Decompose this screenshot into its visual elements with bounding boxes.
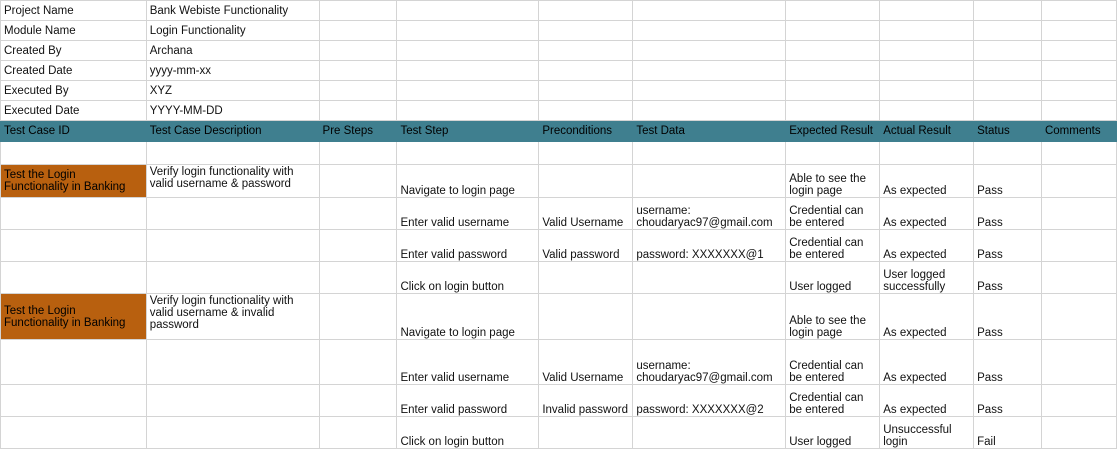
expected-result-cell[interactable]: Able to see the login page: [786, 294, 880, 340]
table-row: [1, 385, 1117, 417]
table-row: [1, 165, 1117, 198]
actual-result-cell[interactable]: As expected: [880, 385, 974, 417]
meta-row: [1, 21, 1117, 41]
meta-row: [1, 61, 1117, 81]
meta-label[interactable]: Executed By: [1, 81, 147, 101]
meta-label[interactable]: Executed Date: [1, 101, 147, 121]
table-row: [1, 340, 1117, 385]
status-cell[interactable]: Pass: [974, 294, 1042, 340]
meta-value[interactable]: Login Functionality: [146, 21, 319, 41]
table-row: [1, 262, 1117, 294]
header-test-case-id[interactable]: Test Case ID: [1, 121, 147, 142]
test-data-cell[interactable]: [633, 262, 786, 294]
test-step-cell[interactable]: Click on login button: [397, 262, 539, 294]
header-test-step[interactable]: Test Step: [397, 121, 539, 142]
meta-value[interactable]: XYZ: [146, 81, 319, 101]
precondition-cell[interactable]: Invalid password: [539, 385, 633, 417]
header-row: [1, 121, 1117, 142]
header-status[interactable]: Status: [974, 121, 1042, 142]
test-data-cell[interactable]: username: choudaryac97@gmail.com: [633, 340, 786, 385]
meta-value[interactable]: Archana: [146, 41, 319, 61]
header-comments[interactable]: Comments: [1041, 121, 1116, 142]
expected-result-cell[interactable]: Credential can be entered: [786, 198, 880, 230]
expected-result-cell[interactable]: Able to see the login page: [786, 165, 880, 198]
test-step-cell[interactable]: Navigate to login page: [397, 294, 539, 340]
test-data-cell[interactable]: password: XXXXXXX@1: [633, 230, 786, 262]
expected-result-cell[interactable]: User logged: [786, 262, 880, 294]
actual-result-cell[interactable]: As expected: [880, 230, 974, 262]
meta-label[interactable]: Project Name: [1, 1, 147, 21]
test-case-id-cell[interactable]: Test the Login Functionality in Banking: [1, 294, 147, 340]
precondition-cell[interactable]: [539, 294, 633, 340]
meta-value[interactable]: Bank Webiste Functionality: [146, 1, 319, 21]
meta-value[interactable]: yyyy-mm-xx: [146, 61, 319, 81]
test-step-cell[interactable]: Enter valid username: [397, 340, 539, 385]
empty-row: [1, 142, 1117, 165]
test-data-cell[interactable]: [633, 165, 786, 198]
header-preconditions[interactable]: Preconditions: [539, 121, 633, 142]
precondition-cell[interactable]: Valid password: [539, 230, 633, 262]
actual-result-cell[interactable]: As expected: [880, 340, 974, 385]
actual-result-cell[interactable]: As expected: [880, 294, 974, 340]
test-step-cell[interactable]: Enter valid username: [397, 198, 539, 230]
meta-label[interactable]: Created By: [1, 41, 147, 61]
meta-row: [1, 1, 1117, 21]
header-expected-result[interactable]: Expected Result: [786, 121, 880, 142]
header-pre-steps[interactable]: Pre Steps: [319, 121, 397, 142]
status-cell[interactable]: Pass: [974, 385, 1042, 417]
test-data-cell[interactable]: [633, 417, 786, 449]
actual-result-cell[interactable]: As expected: [880, 198, 974, 230]
test-data-cell[interactable]: [633, 294, 786, 340]
status-cell[interactable]: Pass: [974, 165, 1042, 198]
status-cell[interactable]: Pass: [974, 340, 1042, 385]
expected-result-cell[interactable]: Credential can be entered: [786, 340, 880, 385]
status-cell[interactable]: Pass: [974, 198, 1042, 230]
test-data-cell[interactable]: password: XXXXXXX@2: [633, 385, 786, 417]
header-test-case-description[interactable]: Test Case Description: [146, 121, 319, 142]
expected-result-cell[interactable]: Credential can be entered: [786, 230, 880, 262]
header-test-data[interactable]: Test Data: [633, 121, 786, 142]
actual-result-cell[interactable]: Unsuccessful login: [880, 417, 974, 449]
precondition-cell[interactable]: [539, 165, 633, 198]
precondition-cell[interactable]: [539, 262, 633, 294]
meta-row: [1, 41, 1117, 61]
actual-result-cell[interactable]: User logged successfully: [880, 262, 974, 294]
header-actual-result[interactable]: Actual Result: [880, 121, 974, 142]
table-row: [1, 294, 1117, 340]
test-step-cell[interactable]: Navigate to login page: [397, 165, 539, 198]
status-cell[interactable]: Pass: [974, 230, 1042, 262]
test-case-description-cell[interactable]: Verify login functionality with valid username & invalid password: [146, 294, 319, 340]
meta-value[interactable]: YYYY-MM-DD: [146, 101, 319, 121]
status-cell[interactable]: Pass: [974, 262, 1042, 294]
test-case-id-cell[interactable]: Test the Login Functionality in Banking: [1, 165, 147, 198]
precondition-cell[interactable]: Valid Username: [539, 340, 633, 385]
status-cell[interactable]: Fail: [974, 417, 1042, 449]
meta-label[interactable]: Module Name: [1, 21, 147, 41]
expected-result-cell[interactable]: User logged: [786, 417, 880, 449]
table-row: [1, 417, 1117, 449]
table-row: [1, 198, 1117, 230]
precondition-cell[interactable]: Valid Username: [539, 198, 633, 230]
expected-result-cell[interactable]: Credential can be entered: [786, 385, 880, 417]
test-step-cell[interactable]: Enter valid password: [397, 230, 539, 262]
test-case-description-cell[interactable]: Verify login functionality with valid username & password: [146, 165, 319, 198]
test-step-cell[interactable]: Enter valid password: [397, 385, 539, 417]
table-row: [1, 230, 1117, 262]
meta-label[interactable]: Created Date: [1, 61, 147, 81]
meta-row: [1, 81, 1117, 101]
test-data-cell[interactable]: username: choudaryac97@gmail.com: [633, 198, 786, 230]
test-step-cell[interactable]: Click on login button: [397, 417, 539, 449]
precondition-cell[interactable]: [539, 417, 633, 449]
actual-result-cell[interactable]: As expected: [880, 165, 974, 198]
meta-row: [1, 101, 1117, 121]
